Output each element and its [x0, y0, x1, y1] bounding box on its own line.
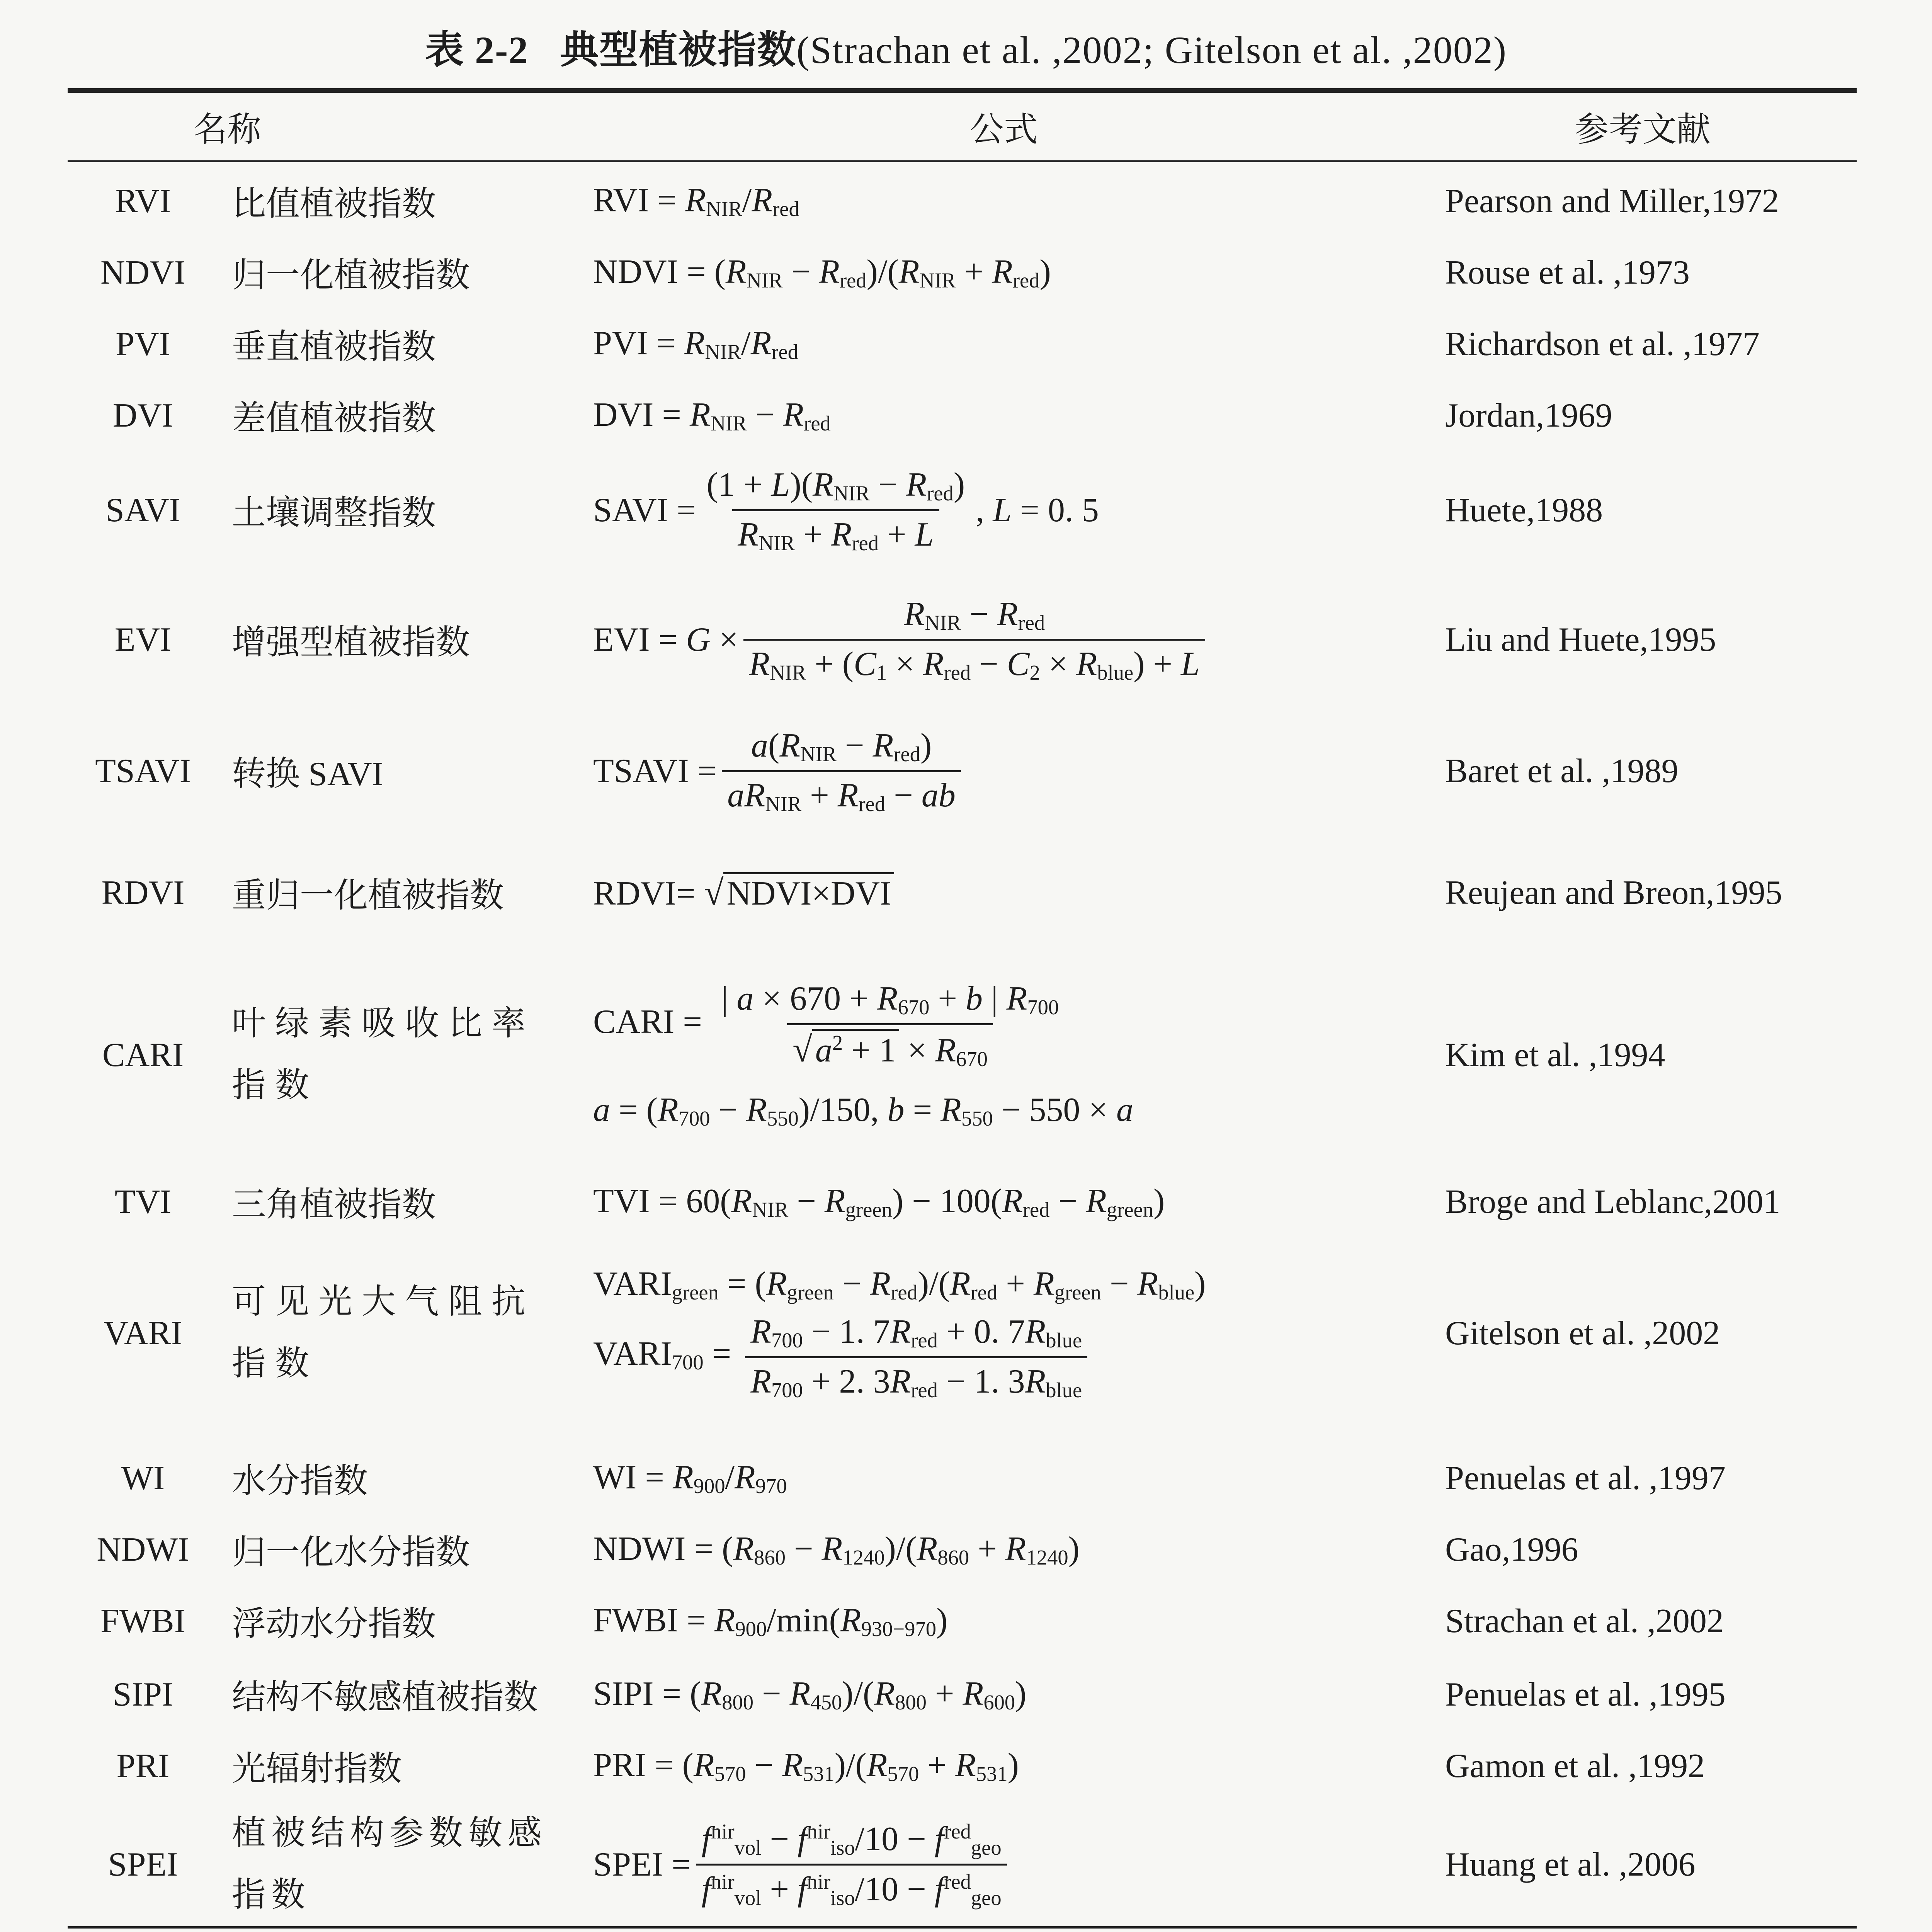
- index-name: 三角植被指数: [232, 1186, 436, 1224]
- index-abbr: RVI: [115, 182, 171, 220]
- index-formula: $VARI_{green} = (R_{green} - R_{red})/(R_{red} + R_{green} - R_{blue})$ $VARI_{700}$ = $\frac{R_{700} - 1. 7R_{red} + 0. 7R_{blue}}{R_{700} + 2. 3R_{red} - 1. 3R_{blue}}$: [593, 1265, 1206, 1402]
- index-reference: Kim et al. ,1994: [1445, 1036, 1665, 1074]
- index-name: [232, 1252, 572, 1414]
- index-reference: Gao,1996: [1445, 1531, 1578, 1568]
- top-rule: [68, 88, 1857, 93]
- index-formula: SPEI = $\frac{f^{nir}_{vol} - f^{nir}_{iso}/10 - f^{red}_{geo}}{f^{nir}_{vol} + f^{nir}_{iso}/10 - f^{red}_{geo}}$: [593, 1804, 1435, 1924]
- index-abbr: PVI: [116, 325, 170, 363]
- table-row: [0, 713, 1932, 829]
- index-abbr: SAVI: [105, 491, 180, 529]
- index-name: 水分指数: [232, 1463, 368, 1500]
- index-name: [232, 954, 572, 1155]
- index-reference: Reujean and Breon,1995: [1445, 874, 1782, 912]
- index-name-text: 可见光大气阻抗指数: [232, 1283, 535, 1383]
- index-formula: SIPI = $(R_{800} - R_{450})/(R_{800} + R_{600})$: [593, 1675, 1027, 1714]
- table-title: [0, 19, 1932, 74]
- table-row: [0, 954, 1932, 1155]
- index-reference: Huete,1988: [1445, 491, 1603, 529]
- index-abbr: VARI: [104, 1314, 182, 1352]
- table-row: [0, 1252, 1932, 1414]
- index-formula: CARI = $\frac{| a \times 670 + R_{670} + b | R_{700}}{√a^2 + 1 \times R_{670}}$ $a = (R_{700} - R_{550})/150$, $b = R_{550} - 550 \times a$: [593, 980, 1134, 1130]
- bottom-rule: [68, 1926, 1857, 1929]
- index-formula: FWBI = $R_{900}/\min(R_{930-970})$: [593, 1602, 948, 1641]
- index-name: [232, 1804, 572, 1924]
- index-abbr: WI: [121, 1459, 165, 1497]
- table-row: [0, 309, 1932, 379]
- index-formula: PVI = $R_{NIR}/R_{red}$: [593, 325, 799, 364]
- index-name: 结构不敏感植被指数: [232, 1679, 538, 1716]
- index-name: 重归一化植被指数: [232, 877, 504, 915]
- index-reference: Liu and Huete,1995: [1445, 621, 1716, 658]
- table-row: [0, 454, 1932, 566]
- index-abbr: TSAVI: [95, 752, 191, 790]
- index-name: 归一化植被指数: [232, 257, 470, 294]
- table-row: [0, 1515, 1932, 1584]
- index-abbr: CARI: [102, 1036, 184, 1074]
- index-formula: NDWI = $(R_{860} - R_{1240})/(R_{860} + R_{1240})$: [593, 1530, 1080, 1569]
- table-title-text: 典型植被指数: [560, 29, 797, 71]
- table-row: [0, 582, 1932, 697]
- index-formula: TVI = $60(R_{NIR} - R_{green}) - 100(R_{red} - R_{green})$: [593, 1182, 1165, 1221]
- header-rule: [68, 160, 1857, 162]
- index-name-text: 植被结构参数敏感指数: [232, 1815, 548, 1914]
- index-abbr: RDVI: [101, 874, 185, 912]
- index-formula: NDVI = $(R_{NIR} - R_{red})/(R_{NIR} + R_{red})$: [593, 253, 1051, 292]
- index-abbr: EVI: [114, 621, 172, 658]
- index-reference: Jordan,1969: [1445, 396, 1612, 434]
- index-reference: Broge and Leblanc,2001: [1445, 1183, 1781, 1221]
- index-name: 土壤调整指数: [232, 495, 436, 532]
- table-row: [0, 1586, 1932, 1656]
- table-row: [0, 381, 1932, 450]
- index-reference: Strachan et al. ,2002: [1445, 1602, 1724, 1640]
- index-name: 浮动水分指数: [232, 1605, 436, 1643]
- table-row: [0, 1445, 1932, 1511]
- index-reference: Rouse et al. ,1973: [1445, 253, 1690, 291]
- index-name-text: 叶绿素吸收比率指数: [232, 1005, 535, 1104]
- table-row: [0, 1804, 1932, 1924]
- index-abbr: SPEI: [108, 1845, 178, 1883]
- index-name: 增强型植被指数: [232, 624, 470, 662]
- index-reference: Penuelas et al. ,1995: [1445, 1675, 1726, 1713]
- index-reference: Pearson and Miller,1972: [1445, 182, 1779, 220]
- index-name: 光辐射指数: [232, 1750, 402, 1788]
- index-abbr: TVI: [114, 1183, 172, 1221]
- index-abbr: FWBI: [100, 1602, 185, 1640]
- index-name: 差值植被指数: [232, 400, 436, 437]
- table-number: 表 2-2: [425, 29, 529, 71]
- table-row: [0, 1660, 1932, 1729]
- table-row: [0, 238, 1932, 307]
- index-abbr: PRI: [116, 1747, 170, 1785]
- index-name: 转换 SAVI: [232, 755, 384, 793]
- index-formula: EVI = G × $\frac{R_{NIR} - R_{red}}{R_{NIR} + (C_1 \times R_{red} - C_2 \times R_{blue}) + L}$: [593, 582, 1435, 697]
- index-reference: Gamon et al. ,1992: [1445, 1747, 1705, 1785]
- index-reference: Huang et al. ,2006: [1445, 1845, 1696, 1883]
- header-name: 名称: [193, 111, 262, 149]
- index-formula: TSAVI = $\frac{a(R_{NIR} - R_{red})}{aR_{NIR} + R_{red} - ab}$: [593, 713, 1435, 829]
- table-row: [0, 166, 1932, 236]
- index-reference: Richardson et al. ,1977: [1445, 325, 1760, 363]
- index-name: 比值植被指数: [232, 185, 436, 223]
- index-reference: Baret et al. ,1989: [1445, 752, 1679, 790]
- index-formula: RDVI= √NDVI×DVI: [593, 854, 1435, 931]
- index-abbr: SIPI: [112, 1675, 173, 1713]
- table-row: [0, 1731, 1932, 1801]
- table-row: [0, 854, 1932, 931]
- index-formula: DVI = $R_{NIR} - R_{red}$: [593, 396, 831, 435]
- header-reference: 参考文献: [1575, 111, 1711, 149]
- index-abbr: NDWI: [97, 1531, 189, 1568]
- header-formula: 公式: [970, 111, 1038, 149]
- index-name: 垂直植被指数: [232, 328, 436, 366]
- index-formula: WI = $R_{900}/R_{970}$: [593, 1459, 787, 1498]
- index-formula: PRI = $(R_{570} - R_{531})/(R_{570} + R_{531})$: [593, 1747, 1019, 1786]
- index-abbr: NDVI: [100, 253, 185, 291]
- index-reference: Gitelson et al. ,2002: [1445, 1314, 1720, 1352]
- table-title-citation: (Strachan et al. ,2002; Gitelson et al. ,2002): [796, 29, 1507, 71]
- index-name: 归一化水分指数: [232, 1534, 470, 1571]
- index-reference: Penuelas et al. ,1997: [1445, 1459, 1726, 1497]
- index-formula: SAVI = $\frac{(1 + L)(R_{NIR} - R_{red})}{R_{NIR} + R_{red} + L}$ , L = 0. 5: [593, 466, 1099, 555]
- index-formula: RVI = $R_{NIR}/R_{red}$: [593, 182, 799, 221]
- table-row: [0, 1163, 1932, 1240]
- index-abbr: DVI: [112, 396, 173, 434]
